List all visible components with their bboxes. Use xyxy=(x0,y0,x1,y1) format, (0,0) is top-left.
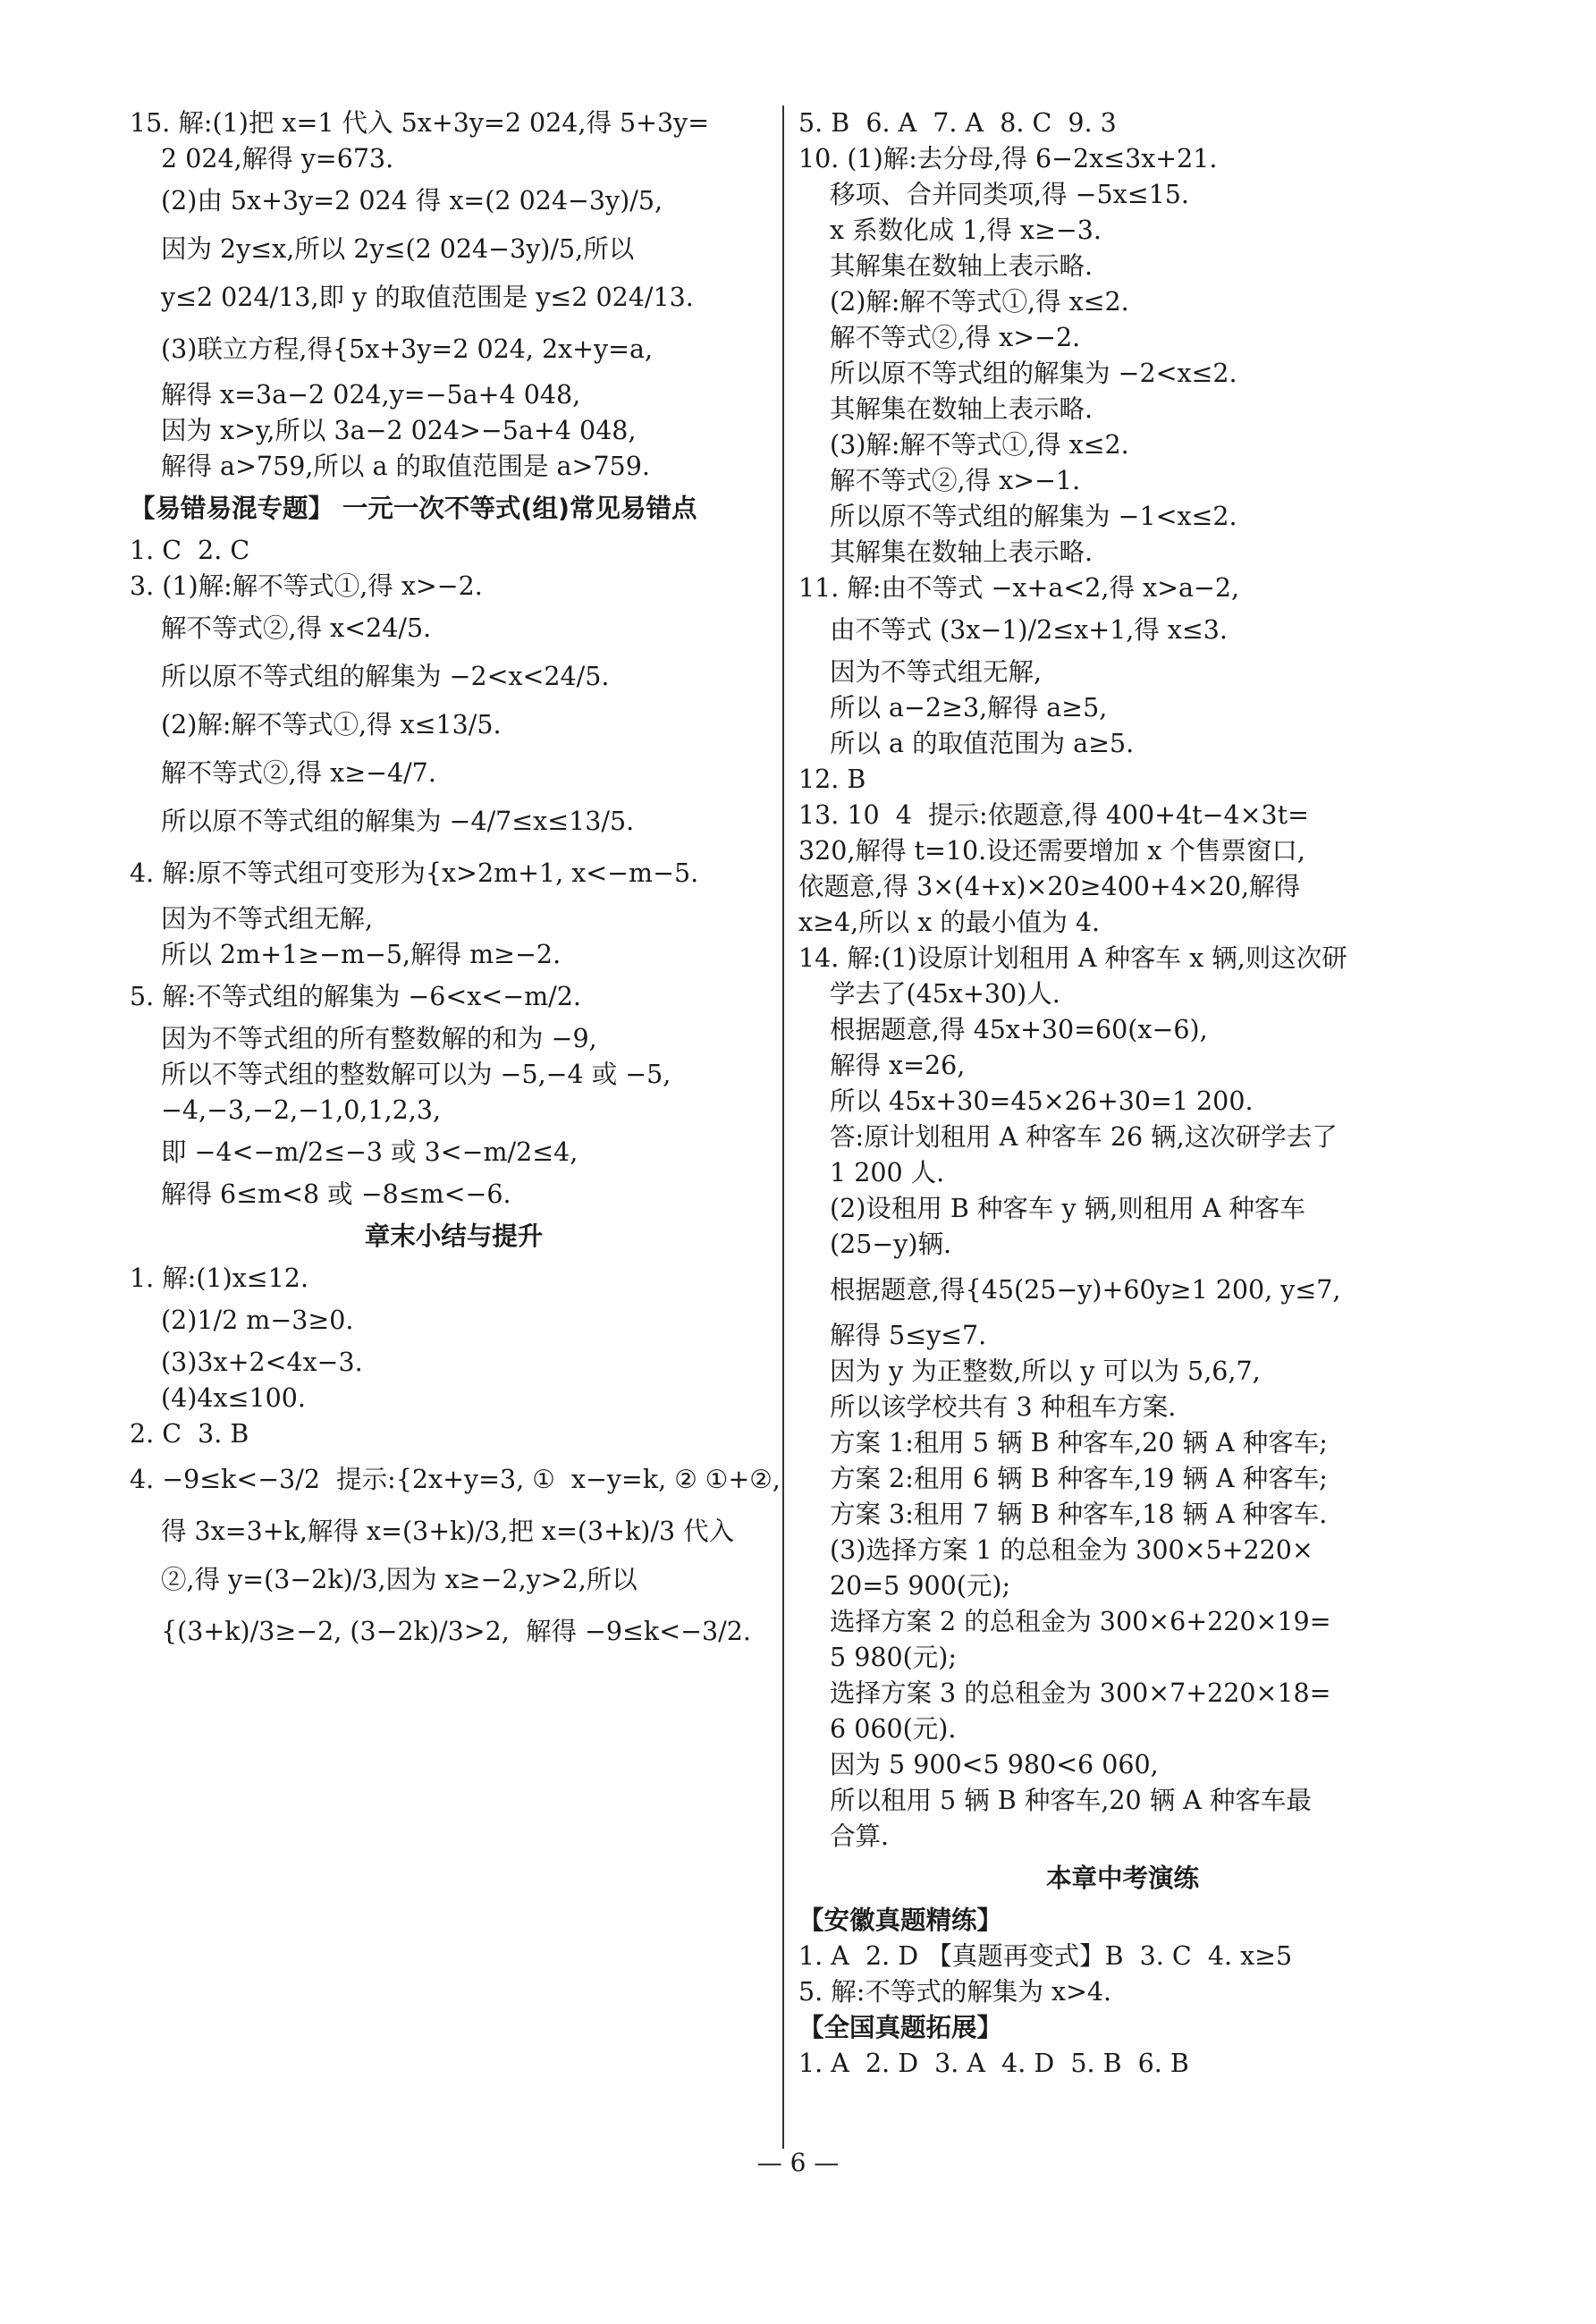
answer-line: 5. 解:不等式组的解集为 −6<x<−m/2. xyxy=(130,982,581,1011)
answer-line: 11. 解:由不等式 −x+a<2,得 x>a−2, xyxy=(798,573,1240,603)
answer-line: 所以 45x+30=45×26+30=1 200. xyxy=(830,1086,1254,1116)
answer-line: (3)选择方案 1 的总租金为 300×5+220× xyxy=(830,1535,1313,1565)
answer-line: 因为不等式组无解, xyxy=(830,657,1043,687)
answer-line: 14. 解:(1)设原计划租用 A 种客车 x 辆,则这次研 xyxy=(798,943,1347,973)
answer-line: 解不等式②,得 x>−2. xyxy=(830,323,1081,352)
answer-line: 因为不等式组的所有整数解的和为 −9, xyxy=(161,1024,597,1053)
answer-line: 得 3x=3+k,解得 x=(3+k)/3,把 x=(3+k)/3 代入 xyxy=(161,1517,735,1546)
answer-line: 15. 解:(1)把 x=1 代入 5x+3y=2 024,得 5+3y= xyxy=(130,108,710,138)
answer-line: 其解集在数轴上表示略. xyxy=(830,537,1094,567)
answer-line: 所以原不等式组的解集为 −2<x<24/5. xyxy=(161,662,610,691)
answer-line: 解得 6≤m<8 或 −8≤m<−6. xyxy=(161,1179,511,1209)
answer-line: 因为 2y≤x,所以 2y≤(2 024−3y)/5,所以 xyxy=(161,234,635,264)
answer-line: 【全国真题拓展】 xyxy=(798,2013,1003,2042)
answer-line: 所以原不等式组的解集为 −2<x≤2. xyxy=(830,359,1237,388)
answer-line: y≤2 024/13,即 y 的取值范围是 y≤2 024/13. xyxy=(161,283,694,312)
answer-line: 320,解得 t=10.设还需要增加 x 个售票窗口, xyxy=(798,836,1305,866)
answer-line: 1 200 人. xyxy=(830,1158,945,1187)
answer-line: (2)解:解不等式①,得 x≤2. xyxy=(830,287,1129,317)
answer-line: 因为 x>y,所以 3a−2 024>−5a+4 048, xyxy=(161,416,637,445)
answer-line: 2. C 3. B xyxy=(130,1419,249,1449)
answer-line: 3. (1)解:解不等式①,得 x>−2. xyxy=(130,571,483,601)
answer-line: 方案 3:租用 7 辆 B 种客车,18 辆 A 种客车. xyxy=(830,1500,1328,1529)
answer-line: 选择方案 3 的总租金为 300×7+220×18= xyxy=(830,1678,1331,1708)
left-column xyxy=(130,106,781,1660)
answer-line: (2)由 5x+3y=2 024 得 x=(2 024−3y)/5, xyxy=(161,186,663,215)
answer-line: 其解集在数轴上表示略. xyxy=(830,251,1094,281)
answer-line: 解得 x=3a−2 024,y=−5a+4 048, xyxy=(161,380,581,410)
answer-line: (3)解:解不等式①,得 x≤2. xyxy=(830,430,1129,460)
answer-line: x≥4,所以 x 的最小值为 4. xyxy=(798,908,1101,937)
answer-line: 所以租用 5 辆 B 种客车,20 辆 A 种客车最 xyxy=(830,1786,1312,1815)
answer-line: 解不等式②,得 x<24/5. xyxy=(161,613,432,643)
answer-line: 选择方案 2 的总租金为 300×6+220×19= xyxy=(830,1607,1331,1636)
answer-line: 1. 解:(1)x≤12. xyxy=(130,1263,309,1293)
answer-line: 所以 a−2≥3,解得 a≥5, xyxy=(830,693,1108,723)
answer-line: 章末小结与提升 xyxy=(364,1221,544,1251)
answer-line: 因为 y 为正整数,所以 y 可以为 5,6,7, xyxy=(830,1356,1261,1386)
answer-line: 解得 5≤y≤7. xyxy=(830,1321,987,1350)
answer-line: 本章中考演练 xyxy=(1045,1863,1199,1893)
answer-line: (2)设租用 B 种客车 y 辆,则租用 A 种客车 xyxy=(830,1194,1305,1223)
answer-line: (3)3x+2<4x−3. xyxy=(161,1348,363,1377)
answer-line: 因为不等式组无解, xyxy=(161,904,374,934)
answer-line: (4)4x≤100. xyxy=(161,1383,306,1413)
answer-line: 合算. xyxy=(830,1821,890,1851)
answer-line: 所以 2m+1≥−m−5,解得 m≥−2. xyxy=(161,940,562,969)
answer-line: 即 −4<−m/2≤−3 或 3<−m/2≤4, xyxy=(161,1137,578,1167)
answer-line: 解不等式②,得 x>−1. xyxy=(830,466,1081,495)
answer-line: 10. (1)解:去分母,得 6−2x≤3x+21. xyxy=(798,144,1218,173)
answer-line: 解得 a>759,所以 a 的取值范围是 a>759. xyxy=(161,452,650,481)
answer-line: (2)1/2 m−3≥0. xyxy=(161,1306,354,1335)
answer-line: 所以原不等式组的解集为 −1<x≤2. xyxy=(830,502,1237,531)
answer-line: 20=5 900(元); xyxy=(830,1571,1011,1601)
answer-line: 1. A 2. D 【真题再变式】B 3. C 4. x≥5 xyxy=(798,1941,1293,1971)
answer-line: 13. 10 4 提示:依题意,得 400+4t−4×3t= xyxy=(798,800,1309,830)
answer-line: 所以 a 的取值范围为 a≥5. xyxy=(830,729,1135,758)
answer-line: 5. 解:不等式的解集为 x>4. xyxy=(798,1977,1112,2007)
answer-line: 方案 2:租用 6 辆 B 种客车,19 辆 A 种客车; xyxy=(830,1464,1328,1493)
answer-line: 由不等式 (3x−1)/2≤x+1,得 x≤3. xyxy=(830,615,1228,645)
answer-line: 方案 1:租用 5 辆 B 种客车,20 辆 A 种客车; xyxy=(830,1428,1328,1458)
answer-line: (25−y)辆. xyxy=(830,1230,952,1259)
answer-line: 所以不等式组的整数解可以为 −5,−4 或 −5, xyxy=(161,1060,671,1089)
answer-line: 解得 x=26, xyxy=(830,1051,966,1080)
answer-line: (3)联立方程,得{5x+3y=2 024, 2x+y=a, xyxy=(161,334,654,364)
answer-line: {(3+k)/3≥−2, (3−2k)/3>2, 解得 −9≤k<−3/2. xyxy=(161,1617,751,1646)
answer-line: 学去了(45x+30)人. xyxy=(830,979,1060,1009)
answer-line: 【安徽真题精练】 xyxy=(798,1906,1003,1935)
answer-line: 根据题意,得 45x+30=60(x−6), xyxy=(830,1015,1208,1044)
answer-line: 移项、合并同类项,得 −5x≤15. xyxy=(830,180,1189,209)
answer-line: (2)解:解不等式①,得 x≤13/5. xyxy=(161,710,502,739)
answer-line: 2 024,解得 y=673. xyxy=(161,144,394,173)
answer-line: 5 980(元); xyxy=(830,1643,957,1672)
answer-line: 4. 解:原不等式组可变形为{x>2m+1, x<−m−5. xyxy=(130,858,699,888)
page-number: — 6 — xyxy=(756,2148,840,2177)
answer-line: 其解集在数轴上表示略. xyxy=(830,394,1094,424)
answer-line: 1. A 2. D 3. A 4. D 5. B 6. B xyxy=(798,2049,1189,2078)
answer-line: 所以原不等式组的解集为 −4/7≤x≤13/5. xyxy=(161,807,635,836)
answer-line: x 系数化成 1,得 x≥−3. xyxy=(830,215,1102,245)
answer-line: 所以该学校共有 3 种租车方案. xyxy=(830,1392,1177,1422)
answer-line: 答:原计划租用 A 种客车 26 辆,这次研学去了 xyxy=(830,1122,1338,1152)
answer-line: 解不等式②,得 x≥−4/7. xyxy=(161,758,436,788)
answer-line: 根据题意,得{45(25−y)+60y≥1 200, y≤7, xyxy=(830,1275,1341,1305)
column-divider xyxy=(782,106,784,2149)
answer-line: 5. B 6. A 7. A 8. C 9. 3 xyxy=(798,108,1117,138)
answer-line: 依题意,得 3×(4+x)×20≥400+4×20,解得 xyxy=(798,872,1301,901)
answer-line: 12. B xyxy=(798,765,866,794)
right-column xyxy=(798,106,1447,2082)
answer-line: 1. C 2. C xyxy=(130,536,250,565)
answer-line: 6 060(元). xyxy=(830,1714,957,1744)
answer-line: 因为 5 900<5 980<6 060, xyxy=(830,1750,1159,1779)
answer-line: −4,−3,−2,−1,0,1,2,3, xyxy=(161,1095,442,1125)
answer-line: ②,得 y=(3−2k)/3,因为 x≥−2,y>2,所以 xyxy=(161,1565,638,1594)
answer-line: 4. −9≤k<−3/2 提示:{2x+y=3, ① x−y=k, ② ①+②, xyxy=(130,1465,781,1494)
answer-line: 【易错易混专题】 一元一次不等式(组)常见易错点 xyxy=(130,494,697,523)
